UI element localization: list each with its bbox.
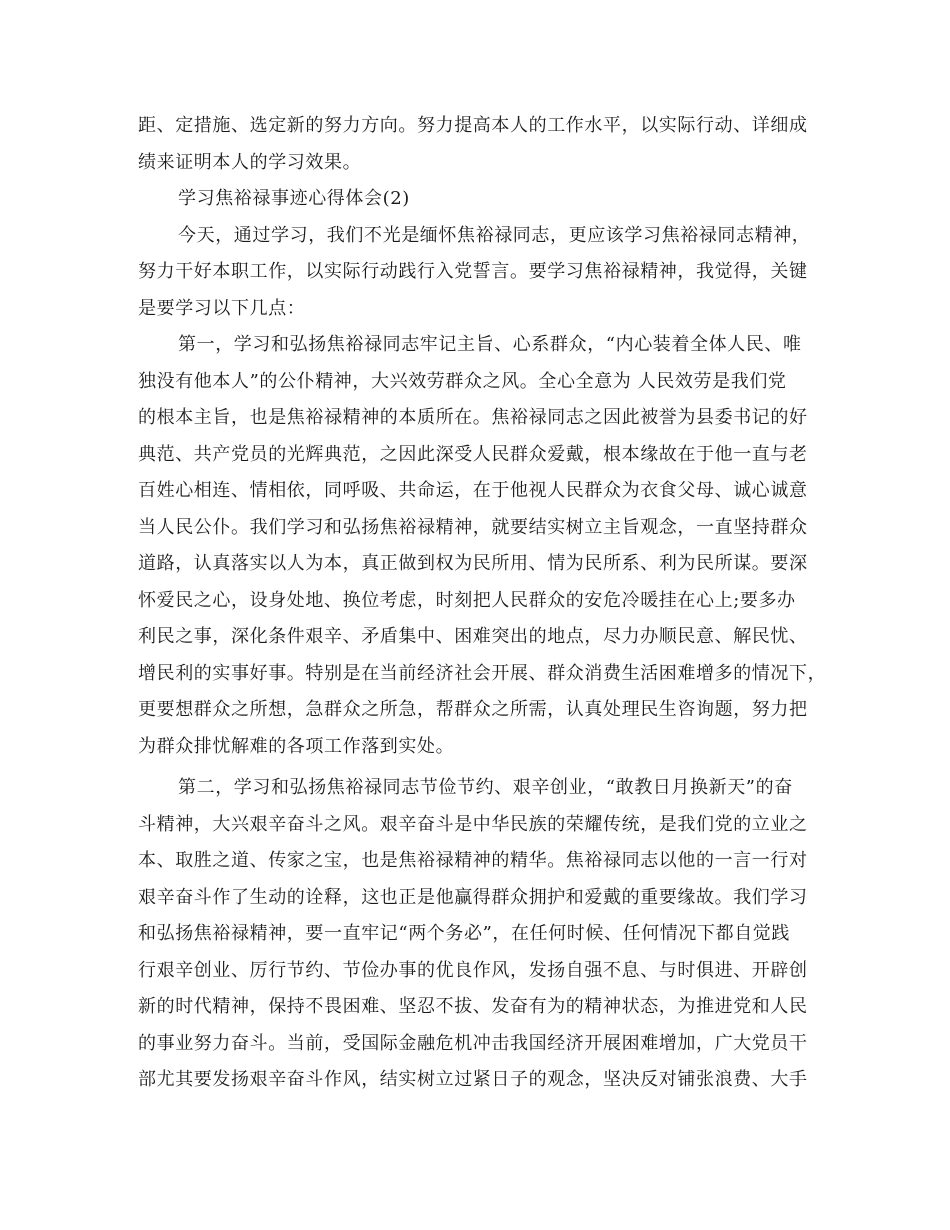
body-line: 独没有他本人”的公仆精神，大兴效劳群众之风。全心全意为 人民效劳是我们党 (138, 370, 787, 392)
body-line: 斗精神，大兴艰辛奋斗之风。艰辛奋斗是中华民族的荣耀传统，是我们党的立业之 (138, 813, 808, 835)
body-line: 道路，认真落实以人为本，真正做到权为民所用、情为民所系、利为民所谋。要深 (138, 553, 808, 574)
body-line: 努力干好本职工作，以实际行动践行入党誓言。要学习焦裕禄精神，我觉得，关键 (138, 261, 808, 282)
body-line: 典范、共产党员的光辉典范，之因此深受人民群众爱戴，根本缘故在于他一直与老 (138, 443, 808, 465)
body-line: 绩来证明本人的学习效果。 (138, 151, 362, 173)
body-line: 的事业努力奋斗。当前，受国际金融危机冲击我国经济开展困难增加，广大党员干 (138, 1032, 808, 1054)
body-line: 距、定措施、选定新的努力方向。努力提高本人的工作水平，以实际行动、详细成 (138, 115, 808, 136)
body-line: 的根本主旨，也是焦裕禄精神的本质所在。焦裕禄同志之因此被誉为县委书记的好 (138, 407, 808, 428)
body-line: 增民利的实事好事。特别是在当前经济社会开展、群众消费生活困难增多的情况下， (138, 662, 827, 684)
body-line: 更要想群众之所想，急群众之所急，帮群众之所需，认真处理民生咨询题，努力把 (138, 699, 808, 720)
body-line: 和弘扬焦裕禄精神，要一直牢记“两个务必”，在任何时候、任何情况下都自觉践 (138, 923, 791, 944)
section-heading: 学习焦裕禄事迹心得体会(2) (178, 188, 410, 209)
body-line: 部尤其要发扬艰辛奋斗作风，结实树立过紧日子的观念，坚决反对铺张浪费、大手 (138, 1069, 808, 1090)
paragraph-start: 第一，学习和弘扬焦裕禄同志牢记主旨、心系群众，“内心装着全体人民、唯 (178, 334, 802, 355)
paragraph-start: 今天，通过学习，我们不光是缅怀焦裕禄同志，更应该学习焦裕禄同志精神， (178, 224, 811, 246)
body-line: 艰辛奋斗作了生动的诠释，这也正是他赢得群众拥护和爱戴的重要缘故。我们学习 (138, 886, 808, 908)
paragraph-start: 第二，学习和弘扬焦裕禄同志节俭节约、艰辛创业，“敢教日月换新天”的奋 (178, 777, 793, 798)
body-line: 当人民公仆。我们学习和弘扬焦裕禄精神，就要结实树立主旨观念，一直坚持群众 (138, 516, 808, 538)
body-line: 百姓心相连、情相依，同呼吸、共命运，在于他视人民群众为衣食父母、诚心诚意 (138, 480, 808, 501)
body-line: 利民之事，深化条件艰辛、矛盾集中、困难突出的地点，尽力办顺民意、解民忧、 (138, 626, 808, 647)
body-line: 新的时代精神，保持不畏困难、坚忍不拔、发奋有为的精神状态，为推进党和人民 (138, 996, 808, 1017)
body-line: 怀爱民之心，设身处地、换位考虑，时刻把人民群众的安危冷暖挂在心上;要多办 (138, 589, 796, 611)
body-line: 为群众排忧解难的各项工作落到实处。 (138, 735, 455, 757)
body-line: 行艰辛创业、厉行节约、节俭办事的优良作风，发扬自强不息、与时俱进、开辟创 (138, 959, 808, 981)
body-line: 本、取胜之道、传家之宝，也是焦裕禄精神的精华。焦裕禄同志以他的一言一行对 (138, 850, 808, 871)
document-body (138, 108, 827, 1099)
body-line: 是要学习以下几点： (138, 297, 306, 319)
